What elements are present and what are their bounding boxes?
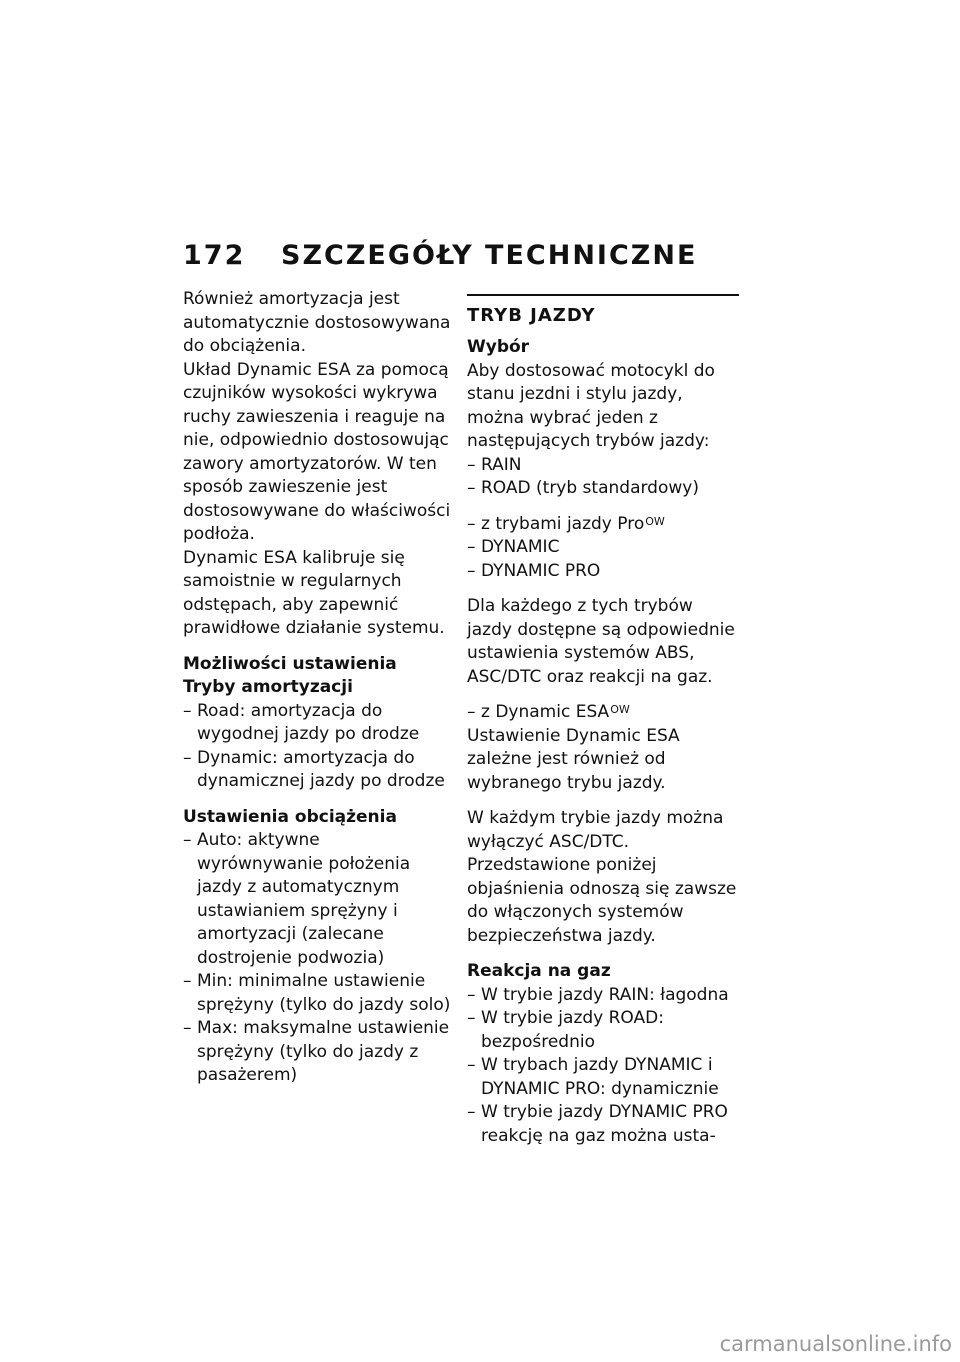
heading-load-settings: Ustawienia obciążenia [183, 806, 397, 827]
paragraph: Ustawienie Dynamic ESA zależne jest również od wybranego trybu jazdy. [467, 725, 680, 793]
list-item: – W trybach jazdy DYNAMIC i DYNAMIC PRO: dynamicznie [467, 1054, 739, 1101]
heading-settings-options: Możliwości ustawienia [183, 653, 397, 674]
list-item: – W trybie jazdy RAIN: łagodna [467, 984, 739, 1008]
list-item: – DYNAMIC [467, 536, 739, 560]
option-text: z Dynamic ESA [481, 702, 610, 722]
list-item: – W trybie jazdy DYNAMIC PRO reakcję na gaz można usta- [467, 1101, 739, 1148]
paragraph: Aby dostosować motocykl do stanu jezdni i stylu jazdy, można wybrać jeden z następujących trybów jazdy: [467, 360, 715, 451]
heading-selection: Wybór [467, 337, 530, 357]
list-item: – Road: amortyzacja do wygodnej jazdy po drodze [183, 700, 451, 747]
page-header [183, 240, 697, 271]
list-item: – W trybie jazdy ROAD: bezpośrednio [467, 1007, 739, 1054]
option-text: z trybami jazdy Pro [481, 513, 645, 534]
section-title: TRYB JAZDY [467, 294, 739, 328]
heading-damping-modes: Tryby amortyzacji [183, 677, 353, 697]
heading-throttle-response: Reakcja na gaz [467, 961, 611, 981]
option-line-esa [467, 701, 739, 725]
paragraph: W każdym trybie jazdy można wyłączyć ASC/DTC. Przedstawione poniżej objaśnienia odnoszą się zawsze do włączonych systemów bezpieczeństwa jazdy. [467, 808, 737, 946]
list-item: – Dynamic: amortyzacja do dynamicznej jazdy po drodze [183, 747, 451, 794]
list-item: – Min: minimalne ustawienie sprężyny (tylko do jazdy solo) [183, 970, 451, 1017]
list-item: – Auto: aktywne wyrównywanie położenia jazdy z automatycznym ustawianiem sprężyny i amortyzacji (zalecane dostrojenie podwozia) [183, 829, 451, 970]
list-item: – ROAD (tryb standardowy) [467, 477, 739, 501]
paragraph: Dynamic ESA kalibruje się samoistnie w regularnych odstępach, aby zapewnić prawidłowe działanie systemu. [183, 547, 445, 638]
page-title: SZCZEGÓŁY TECHNICZNE [281, 240, 698, 271]
paragraph: Również amortyzacja jest automatycznie dostosowywana do obciążenia. [183, 289, 451, 356]
page-number: 172 [183, 240, 246, 271]
option-code: OW [645, 514, 665, 528]
right-column [467, 288, 739, 1148]
list-item: – Max: maksymalne ustawienie sprężyny (tylko do jazdy z pasażerem) [183, 1017, 451, 1088]
paragraph: Układ Dynamic ESA za pomocą czujników wysokości wykrywa ruchy zawieszenia i reaguje na nie, odpowiednio dostosowując zawory amortyzatorów. W ten sposób zawieszenie jest dostosowywane do właściwości podłoża. [183, 359, 451, 544]
list-item: – DYNAMIC PRO [467, 560, 739, 584]
list-item: – RAIN [467, 454, 739, 478]
option-code: OW [610, 703, 630, 716]
left-column [183, 288, 451, 1088]
paragraph: Dla każdego z tych trybów jazdy dostępne są odpowiednie ustawienia systemów ABS, ASC/DTC oraz reakcji na gaz. [467, 596, 735, 687]
option-line-pro [467, 513, 739, 537]
watermark-brand: carmanualsonline.info [719, 1332, 952, 1356]
